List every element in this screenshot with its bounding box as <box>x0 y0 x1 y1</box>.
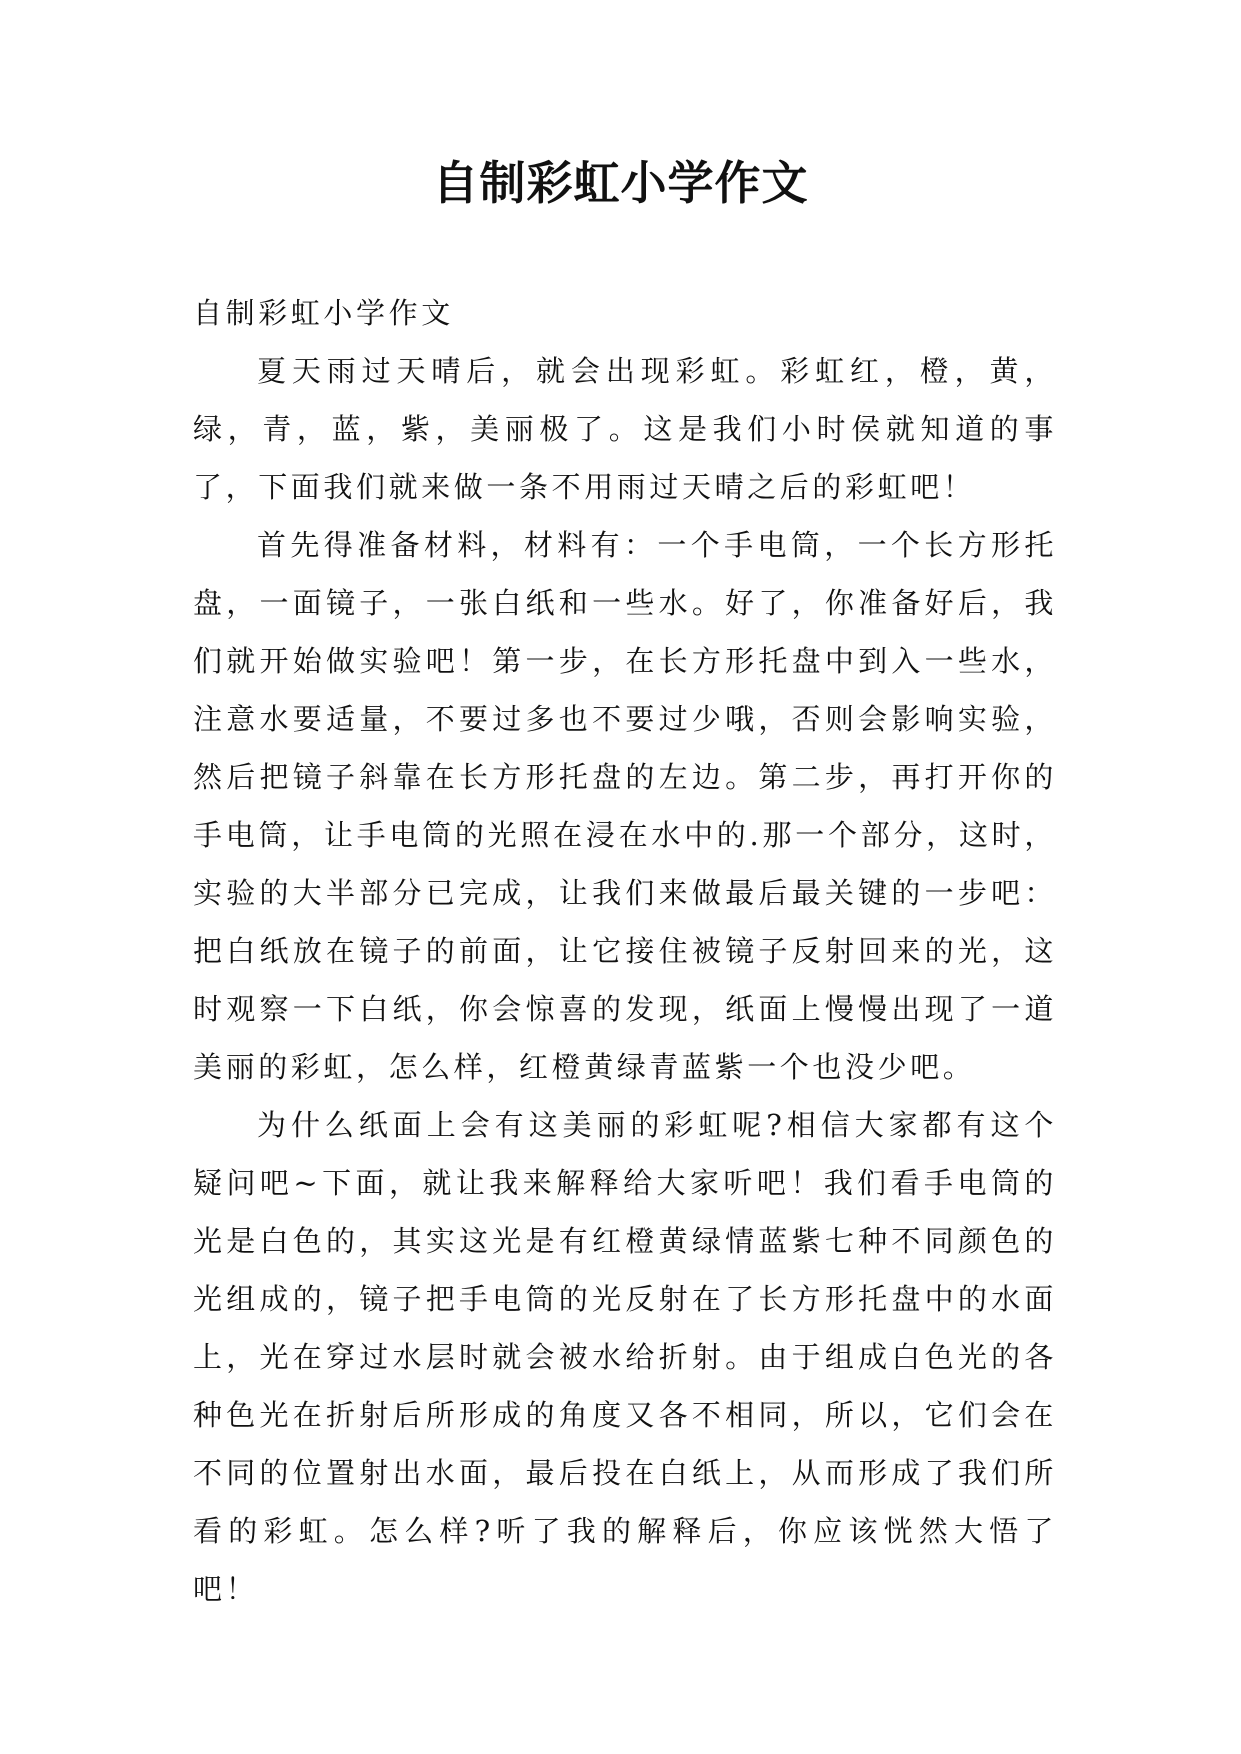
document-subtitle: 自制彩虹小学作文 <box>193 296 454 330</box>
paragraph-1: 夏天雨过天晴后，就会出现彩虹。彩虹红，橙，黄，绿，青，蓝，紫，美丽极了。这是我们小时侯就知道的事了，下面我们就来做一条不用雨过天晴之后的彩虹吧！ <box>193 354 1057 504</box>
paragraph-2: 首先得准备材料，材料有：一个手电筒，一个长方形托盘，一面镜子，一张白纸和一些水。好了，你准备好后，我们就开始做实验吧！第一步，在长方形托盘中到入一些水，注意水要适量，不要过多也不要过少哦，否则会影响实验，然后把镜子斜靠在长方形托盘的左边。第二步，再打开你的手电筒，让手电筒的光照在浸在水中的.那一个部分，这时，实验的大半部分已完成，让我们来做最后最关键的一步吧：把白纸放在镜子的前面，让它接住被镜子反射回来的光，这时观察一下白纸，你会惊喜的发现，纸面上慢慢出现了一道美丽的彩虹，怎么样，红橙黄绿青蓝紫一个也没少吧。 <box>193 528 1057 1084</box>
document-title: 自制彩虹小学作文 <box>432 156 809 210</box>
paragraph-3: 为什么纸面上会有这美丽的彩虹呢?相信大家都有这个疑问吧~下面，就让我来解释给大家听吧！我们看手电筒的光是白色的，其实这光是有红橙黄绿情蓝紫七种不同颜色的光组成的，镜子把手电筒的光反射在了长方形托盘中的水面上，光在穿过水层时就会被水给折射。由于组成白色光的各种色光在折射后所形成的角度又各不相同，所以，它们会在不同的位置射出水面，最后投在白纸上，从而形成了我们所看的彩虹。怎么样?听了我的解释后，你应该恍然大悟了吧！ <box>193 1108 1057 1606</box>
document-body <box>193 284 1057 1618</box>
